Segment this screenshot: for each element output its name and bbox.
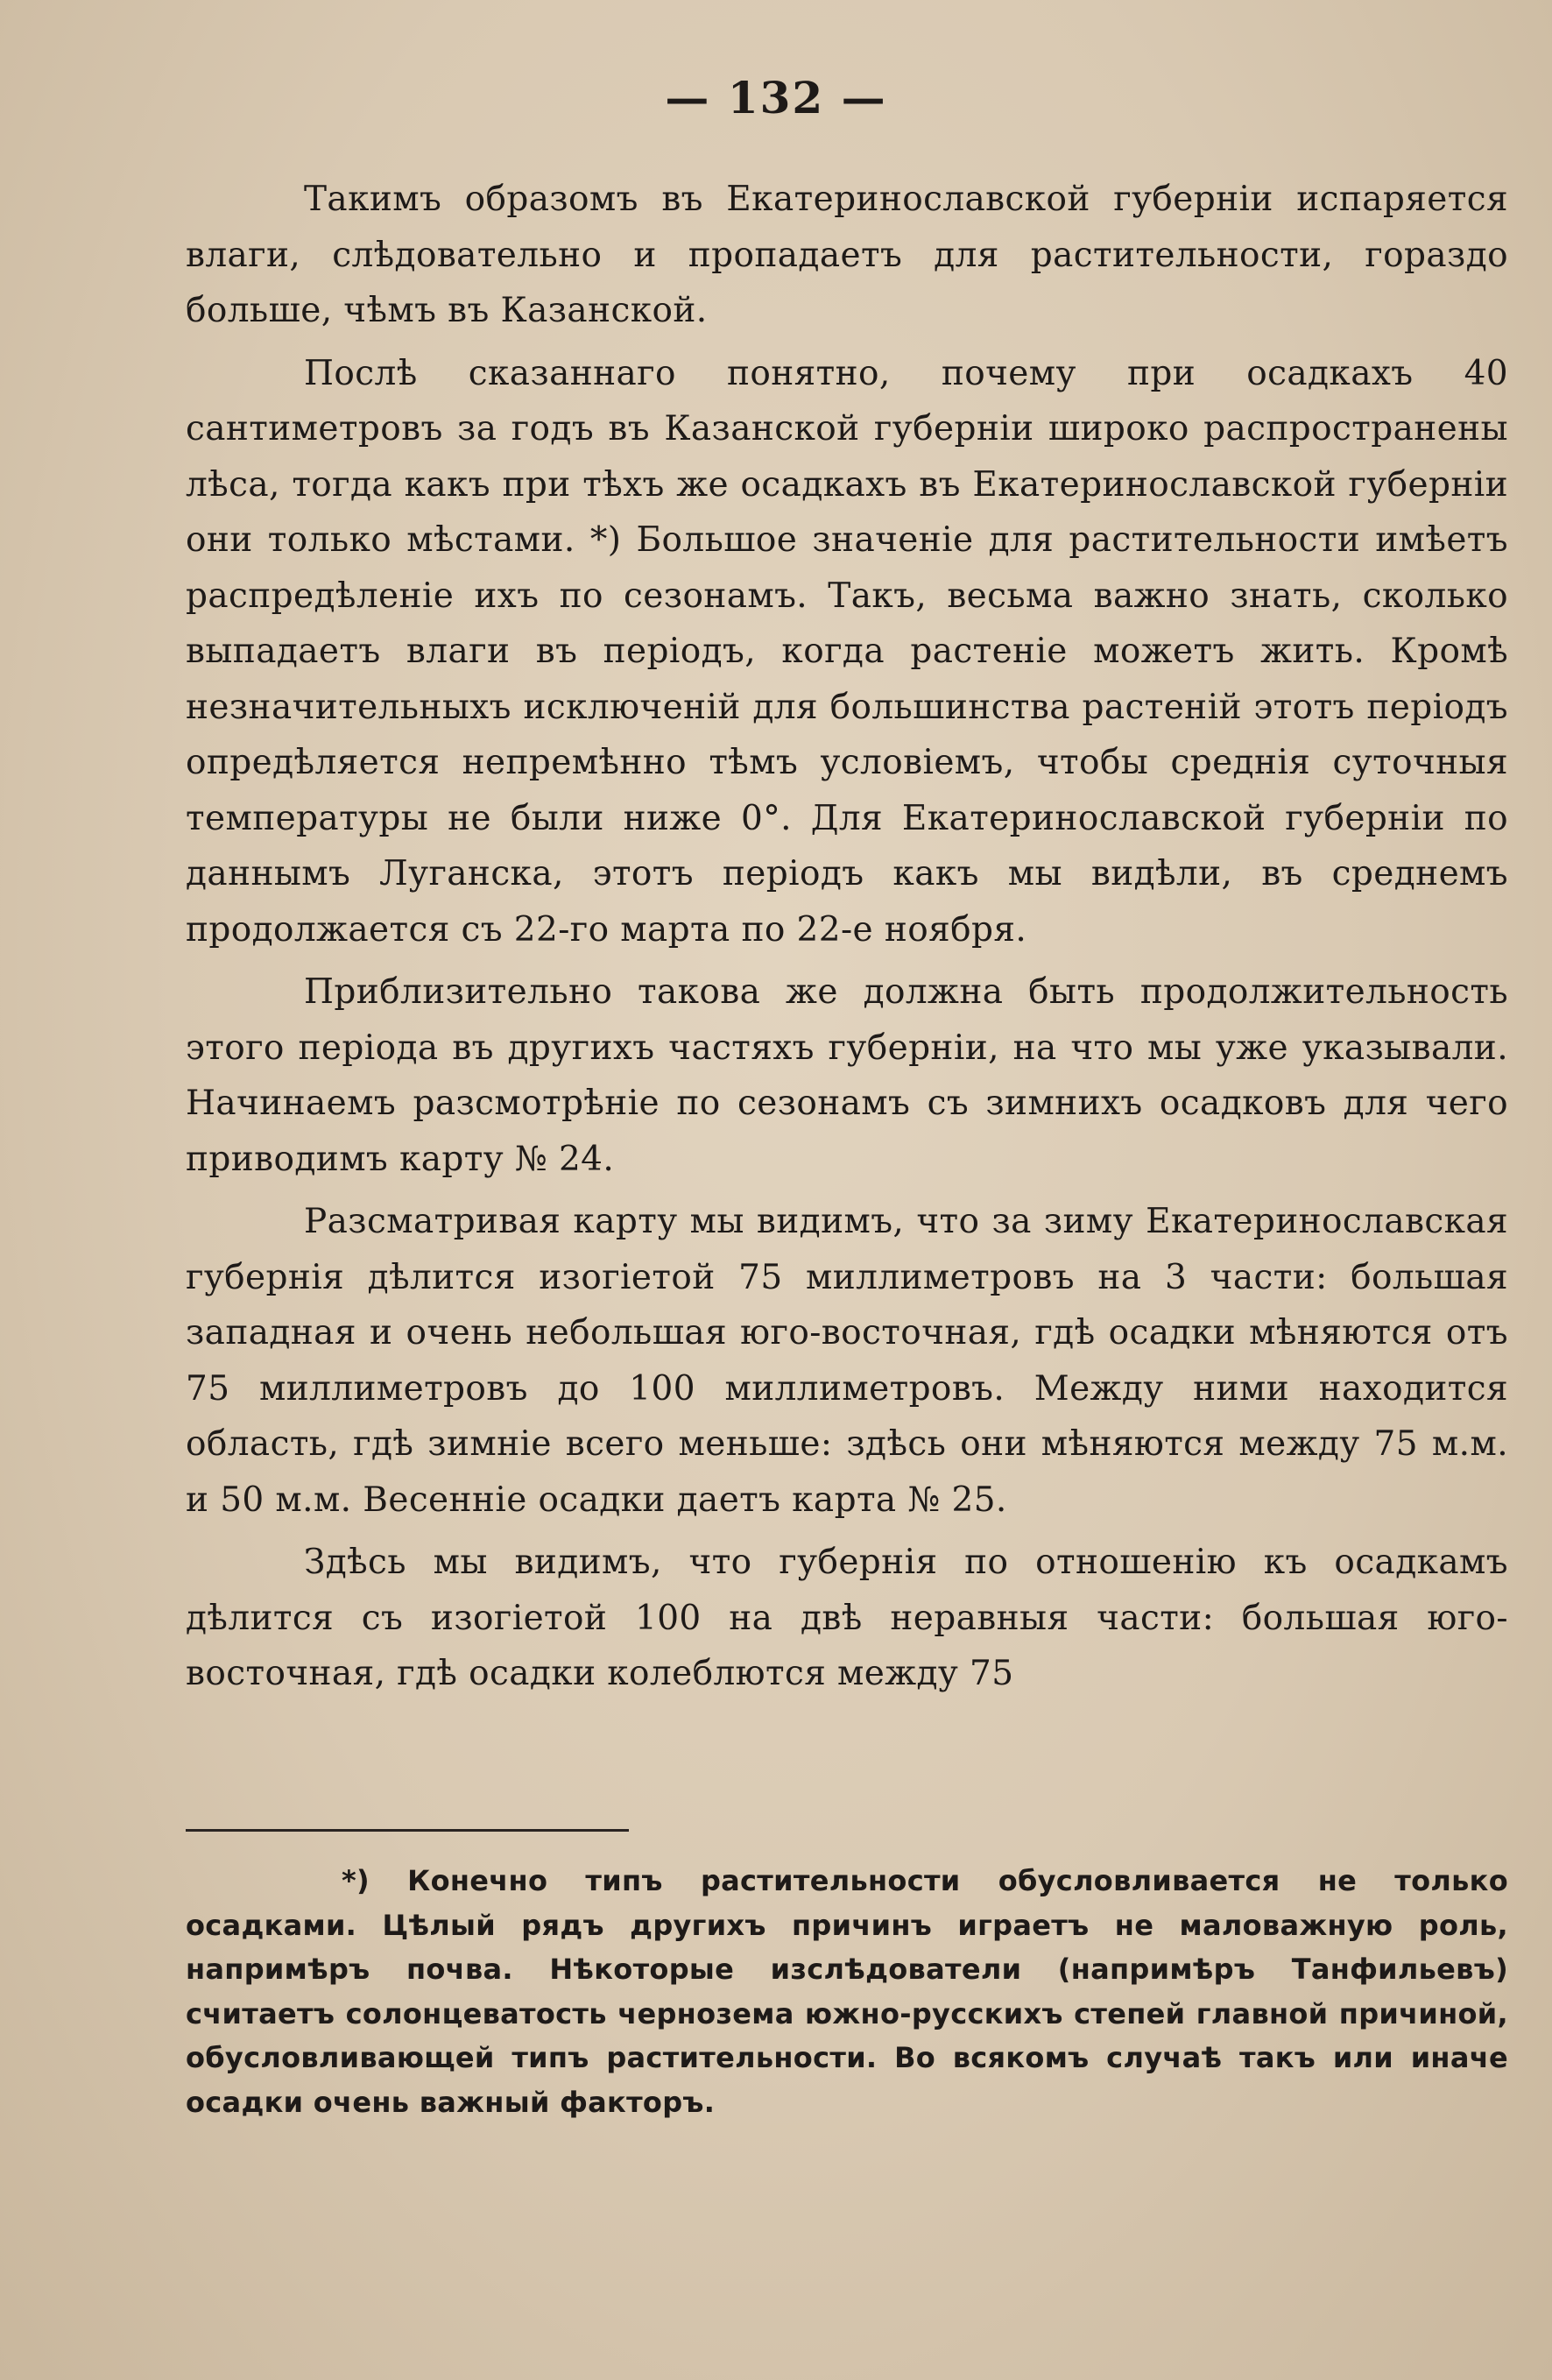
paragraph-2: Послѣ сказаннаго понятно, почему при осадкахъ 40 сантиметровъ за годъ въ Казанской губерніи широко распространены лѣса, тогда какъ при тѣхъ же осадкахъ въ Екатеринославской губерніи они только мѣстами. *) Большое значеніе для растительности имѣетъ распредѣленіе ихъ по сезонамъ. Такъ, весьма важно знать, сколько выпадаетъ влаги въ періодъ, когда растеніе можетъ жить. Кромѣ незначительныхъ исключеній для большинства растеній этотъ періодъ опредѣляется непремѣнно тѣмъ условіемъ, чтобы среднія суточныя температуры не были ниже 0°. Для Екатеринославской губерніи по даннымъ Луганска, этотъ періодъ какъ мы видѣли, въ среднемъ продолжается съ 22-го марта по 22-е ноября. bbox=[186, 353, 1508, 950]
paragraph-1: Такимъ образомъ въ Екатеринославской губерніи испаряется влаги, слѣдовательно и пропадаетъ для растительности, гораздо больше, чѣмъ въ Казанской. bbox=[186, 180, 1508, 330]
footnote: *) Конечно типъ растительности обусловливается не только осадками. Цѣлый рядъ другихъ причинъ играетъ не маловажную роль, напримѣръ почва. Нѣкоторые изслѣдователи (напримѣръ Танфильевъ) считаетъ солонцеватость чернозема южно-русскихъ степей главной причиной, обусловливающей типъ растительности. Во всякомъ случаѣ такъ или иначе осадки очень важный факторъ. bbox=[186, 1864, 1508, 2119]
page-number: — 132 — bbox=[665, 72, 887, 124]
main-text bbox=[186, 172, 1508, 1709]
paragraph-3: Приблизительно такова же должна быть продолжительность этого періода въ другихъ частяхъ губерніи, на что мы уже указывали. Начинаемъ разсмотрѣніе по сезонамъ съ зимнихъ осадковъ для чего приводимъ карту № 24. bbox=[186, 972, 1508, 1179]
paragraph-5: Здѣсь мы видимъ, что губернія по отношенію къ осадкамъ дѣлится съ изогіетой 100 на двѣ неравныя части: большая юго-восточная, гдѣ осадки колеблются между 75 bbox=[186, 1543, 1508, 1693]
footnote-divider bbox=[186, 1829, 629, 1832]
paragraph-4: Разсматривая карту мы видимъ, что за зиму Екатеринославская губернія дѣлится изогіетой 75 миллиметровъ на 3 части: большая западная и очень небольшая юго-восточная, гдѣ осадки мѣняются отъ 75 миллиметровъ до 100 миллиметровъ. Между ними находится область, гдѣ зимніе всего меньше: здѣсь они мѣняются между 75 м.м. и 50 м.м. Весенніе осадки даетъ карта № 25. bbox=[186, 1202, 1508, 1520]
